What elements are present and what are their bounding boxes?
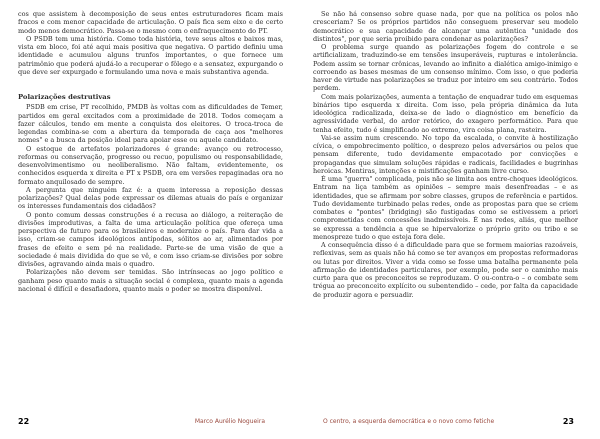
section-heading: Polarizações destrutivas bbox=[18, 93, 111, 101]
paragraph: PSDB em crise, PT recolhido, PMDB às voltas com as dificuldades de Temer, partidos em geral excitados com a proximidade de 2018. Todos começam a fazer cálculos, tendo em mente a conquista dos eleitores. O troca-troca de legendas combina-se com a abertura da temporada de caça aos "melhores nomes" e a busca da posição ideal para apoiar esse ou aquele candidato. bbox=[18, 103, 283, 145]
paragraph: Se não há consenso sobre quase nada, por que na política os polos não cresceriam? Se os próprios partidos não conseguem preservar seu modelo democrático e sua capacidade de alcançar uma autêntica "unidade dos distintos", por que seria proibido para condenar as polarizações? bbox=[313, 10, 578, 43]
paragraph: A consequência disso é a dificuldade para que se formem maiorias razoáveis, reflexivas, sem as quais não há como se ter avanços em propostas reformadoras ou lutas por direitos. Viver a vida como se fosse uma batalha permanente pela afirmação de identidades particulares, por exemplo, pode ser o caminho mais curto para que os preconceitos se reproduzam. O ou-contra-o – o combate sem trégua ao preconceito explícito ou subentendido – cede, por falta da capacidade de produzir agora e persuadir. bbox=[313, 241, 578, 299]
paragraph: Com mais polarizações, aumenta a tentação de enquadrar tudo em esquemas binários tipo esquerda x direita. Com isso, pela própria dinâmica da luta ideológica radicalizada, deixa-se de lado o diagnóstico em benefício da agressividade verbal, do ardor retórico, do exagero performático. Para que tenha efeito, tudo é simplificado ao extremo, vira coisa plana, rasteira. bbox=[313, 92, 578, 134]
paragraph: O PSDB tem uma história. Como toda história, teve seus altos e baixos mas, vista em bloco, foi até aqui mais positiva que negativa. O partido definiu uma identidade e acumulou alguns trunfos importantes, o que fornece um patrimônio que poderá ajudá-lo a recuperar o fôlego e a sensatez, expurgando o que deve ser expurgado e formulando uma nova e mais substantiva agenda. bbox=[18, 34, 283, 76]
left-page-text bbox=[18, 10, 283, 293]
paragraph: É uma "guerra" complicada, pois não se limita aos entre-choques ideológicos. Entram na liça também as opiniões – sempre mais desenfreadas – e as identidades, que se afirmam por sobre classes, grupos de referência e partidos. Tudo devidamente turbinado pelas redes, onde as propostas para que se criem combates e "pontes" (bridging) são fustigadas como se estivessem a priori comprometidas com concessões inadmissíveis. É nas redes, aliás, que melhor se expressa a tendência a que se hipervalorize o próprio grito ou tribo e se menospreze tudo o que esteja fora dele. bbox=[313, 175, 578, 241]
paragraph: O problema surge quando as polarizações fogem do controle e se artificializam, traduzindo-se em tensões insuperáveis, rupturas e intolerância. Podem assim se tornar crônicas, levando ao infinito a dialética amigo-inimigo e corroendo as bases mesmas de um consenso mínimo. Com isso, o que poderia haver de virtude nas polarizações se traduz por inteiro em seu contrário. Todos perdem. bbox=[313, 43, 578, 93]
paragraph: cos que assistem à decomposição de seus entes estruturadores ficam mais fracos e com menor capacidade de articulação. O país fica sem eixo e de certo modo menos democrático. Passa-se o mesmo com o enfraquecimento do PT. bbox=[18, 10, 283, 35]
paragraph: O estoque de artefatos polarizadores é grande: avanço ou retrocesso, reformas ou conservação, progresso ou recuo, populismo ou responsabilidade, desenvolvimentismo ou neoliberalismo. Não faltam, evidentemente, os conhecidos esquerda x direita e PT x PSDB, ora em versões repaginadas ora no formato anquilosado de sempre. bbox=[18, 144, 283, 186]
paragraph: O ponto comum dessas construções é a recusa ao diálogo, a reiteração de divisões improdutivas, a falta de uma articulação política que ofereça uma perspectiva de futuro para os brasileiros e modernize o país. Para dar vida a isso, criam-se campos ideológicos antípodas, sólitos ao ar, alimentados por frases de efeito e sem pé na realidade. Parte-se de uma visão de que a sociedade é mais dividida do que se vê, e com isso criam-se divisões por sobre divisões, agravando ainda mais o quadro. bbox=[18, 210, 283, 268]
paragraph: Polarizações não devem ser temidas. São intrínsecas ao jogo político e ganham peso quanto mais a situação social é complexa, quanto mais a agenda nacional é difícil e desafiadora, quanto mais o poder se mostra disponível. bbox=[18, 268, 283, 293]
paragraph: Vai-se assim num crescendo. No topo da escalada, o convite à hostilização cívica, o empobrecimento político, o desprezo pelos adversários ou pelos que pensam diferente, tudo devidamente empacotado por convicções e propagandas que simulam soluções rápidas e radicais, facilidades e bugrinhas heroicas. Mentiras, intenções e mistificações ganham livre curso. bbox=[313, 133, 578, 175]
running-head: O centro, a esquerda democrática e o novo como fetiche bbox=[323, 418, 495, 425]
paragraph: A pergunta que ninguém faz é: a quem interessa a reposição dessas polarizações? Qual delas pode expressar os dilemas atuais do país e organizar os interesses fundamentais dos cidadãos? bbox=[18, 185, 283, 211]
left-page bbox=[18, 10, 283, 435]
running-head: Marco Aurélio Nogueira bbox=[194, 418, 265, 425]
spacer bbox=[18, 76, 283, 84]
right-page-text bbox=[313, 10, 578, 299]
right-page bbox=[313, 10, 578, 435]
page-number: 23 bbox=[562, 417, 574, 426]
page-number: 22 bbox=[18, 417, 30, 426]
